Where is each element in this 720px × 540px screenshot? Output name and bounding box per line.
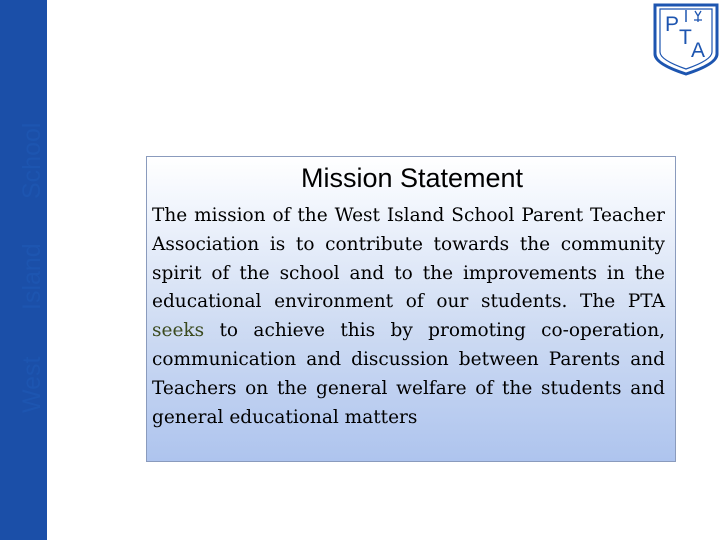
school-name-word-island: Island [18, 243, 46, 310]
mission-title: Mission Statement [300, 163, 524, 193]
mission-statement-box [146, 156, 676, 462]
mission-text-part-2: to achieve this by promoting co-operation, communication and discussion between Parents and Teachers on the general welfare of the students and general educational matters [152, 320, 665, 428]
school-name-word-school: School [18, 122, 46, 199]
school-name-word-west: West [18, 356, 46, 413]
pta-logo-letter-a: A [691, 39, 706, 62]
mission-text-highlight: seeks [152, 320, 205, 342]
school-name-vertical [18, 0, 50, 415]
mission-text [152, 202, 665, 432]
mission-text-part-1: The mission of the West Island School Parent Teacher Association is to contribute towards the community spirit of the school and to the improvements in the educational environment of our students. The PTA [152, 205, 665, 313]
pta-logo-letter-t: T [679, 26, 692, 49]
pta-logo-letter-p: P [665, 13, 680, 36]
pta-logo [651, 2, 720, 77]
